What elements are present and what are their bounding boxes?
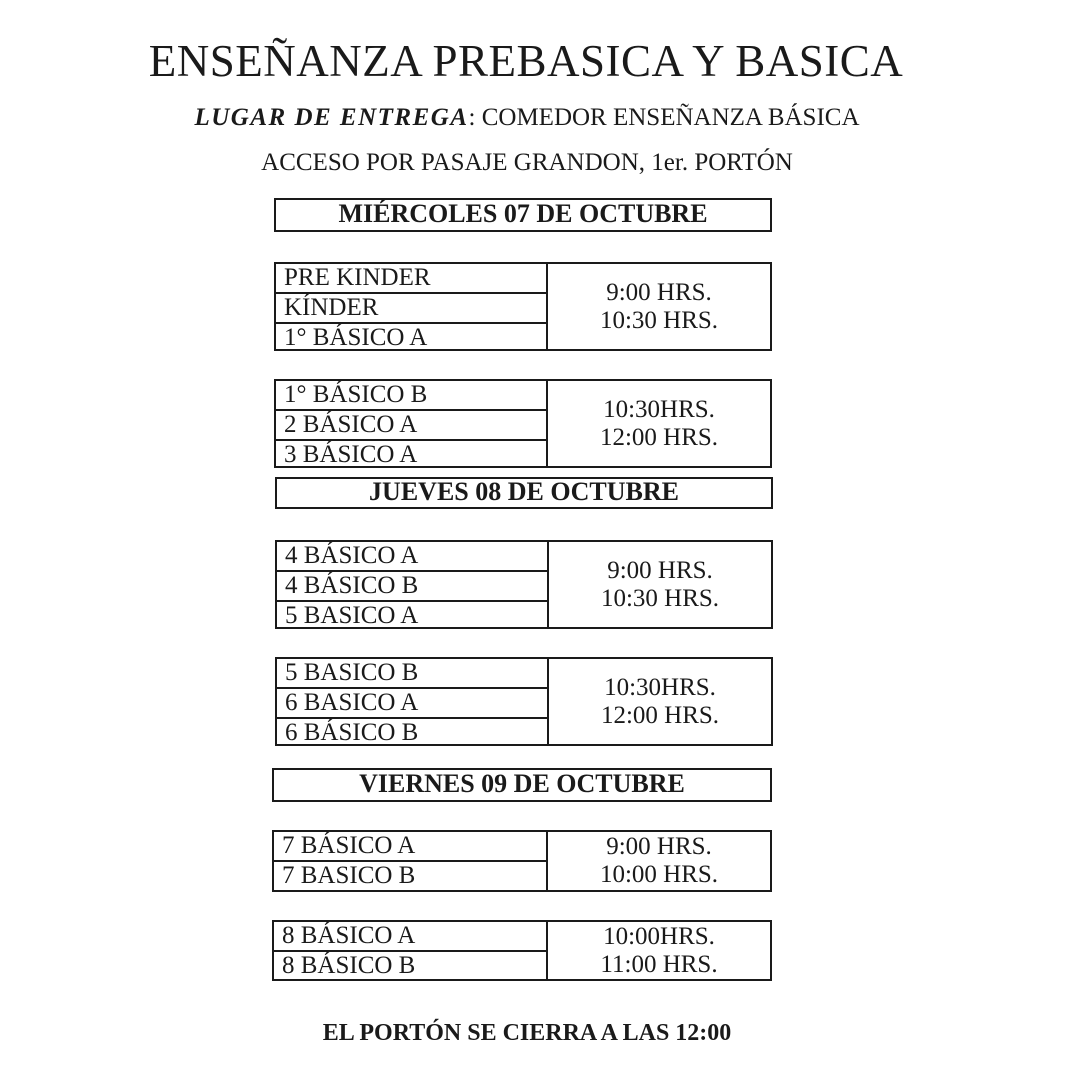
course-cell: 1° BÁSICO A [276,322,546,352]
course-cell: 7 BASICO B [274,860,546,890]
course-list [276,264,548,349]
course-list [277,659,549,744]
course-cell: 7 BÁSICO A [282,832,416,859]
schedule-group [274,262,772,351]
course-cell: 8 BÁSICO B [274,950,546,980]
course-cell: 4 BÁSICO A [285,542,419,569]
time-start: 9:00 HRS. [607,556,713,584]
schedule-group [275,657,773,746]
course-list [274,922,548,979]
day-header-wednesday: MIÉRCOLES 07 DE OCTUBRE [274,198,772,232]
time-cell [549,659,771,744]
course-cell: PRE KINDER [284,264,431,291]
delivery-location-value: : COMEDOR ENSEÑANZA BÁSICA [468,104,860,131]
course-list [274,832,548,890]
course-cell: 1° BÁSICO B [284,381,428,408]
course-cell: 5 BASICO A [277,600,547,630]
time-cell [548,264,770,349]
time-start: 10:00HRS. [603,922,715,950]
schedule-group [272,830,772,892]
delivery-location-label: LUGAR DE ENTREGA [194,104,469,131]
schedule-group [272,920,772,981]
time-start: 10:30HRS. [603,395,715,423]
course-cell: KÍNDER [276,292,546,322]
page-title: ENSEÑANZA PREBASICA Y BASICA [148,36,904,86]
time-start: 9:00 HRS. [606,833,712,860]
time-end: 12:00 HRS. [599,423,719,451]
gate-closing-note: EL PORTÓN SE CIERRA A LAS 12:00 [322,1020,732,1046]
time-cell [548,922,770,979]
course-cell: 6 BASICO A [277,687,547,717]
time-cell [548,832,770,890]
time-end: 10:00 HRS. [599,861,719,888]
schedule-group [275,540,773,629]
day-header-friday: VIERNES 09 DE OCTUBRE [272,768,772,802]
schedule-group [274,379,772,468]
time-cell [548,381,770,466]
time-end: 10:30 HRS. [599,306,719,334]
course-cell: 5 BASICO B [285,659,419,686]
delivery-location [0,101,1054,135]
time-end: 12:00 HRS. [600,701,720,729]
day-header-thursday: JUEVES 08 DE OCTUBRE [275,477,773,509]
time-start: 9:00 HRS. [606,278,712,306]
time-end: 10:30 HRS. [600,584,720,612]
time-end: 11:00 HRS. [600,950,718,978]
course-list [276,381,548,466]
time-cell [549,542,771,627]
course-cell: 4 BÁSICO B [277,570,547,600]
time-start: 10:30HRS. [604,673,716,701]
course-list [277,542,549,627]
course-cell: 6 BÁSICO B [277,717,547,747]
course-cell: 3 BÁSICO A [276,439,546,469]
course-cell: 8 BÁSICO A [282,922,416,949]
access-info: ACCESO POR PASAJE GRANDON, 1er. PORTÓN [261,149,793,176]
course-cell: 2 BÁSICO A [276,409,546,439]
